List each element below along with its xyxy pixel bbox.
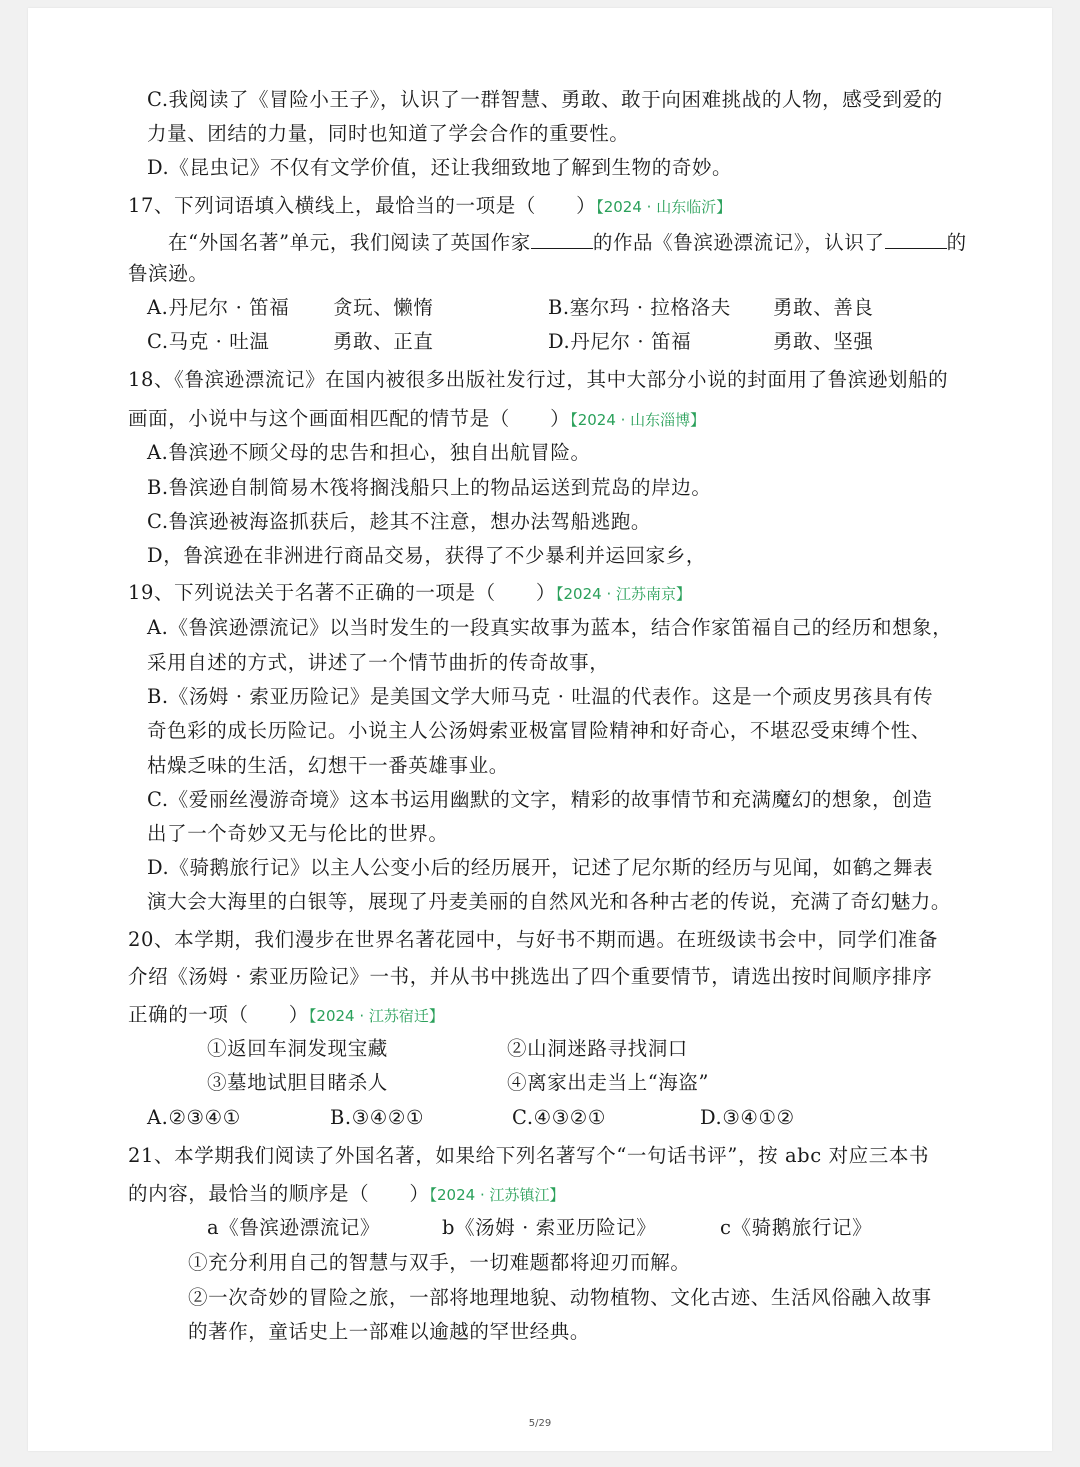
q16-option-c-line2: 力量、团结的力量，同时也知道了学会合作的重要性。	[147, 122, 630, 145]
q17-option-c-name: C.马克 · 吐温	[147, 330, 270, 353]
q21-book-b: b《汤姆 · 索亚历险记》	[442, 1216, 657, 1239]
q17-option-b-words: 勇敢、善良	[773, 296, 874, 319]
q21-review-2-line2: 的著作，童话史上一部难以逾越的罕世经典。	[188, 1320, 591, 1343]
q21-review-1: ①充分利用自己的智慧与双手，一切难题都将迎刃而解。	[188, 1251, 691, 1274]
q19-option-a-line1: A.《鲁滨逊漂流记》以当时发生的一段真实故事为蓝本，结合作家笛福自己的经历和想象，	[147, 616, 953, 639]
q18-option-b: B.鲁滨逊自制简易木筏将搁浅船只上的物品运送到荒岛的岸边。	[147, 476, 712, 499]
q19-option-d-line2: 演大会大海里的白银等，展现了丹麦美丽的自然风光和各种古老的传说，充满了奇幻魅力。	[147, 890, 952, 913]
q19-option-b-line2: 奇色彩的成长历险记。小说主人公汤姆索亚极富冒险精神和好奇心，不堪忍受束缚个性、	[147, 719, 931, 742]
q18-option-a: A.鲁滨逊不顾父母的忠告和担心，独自出航冒险。	[147, 441, 591, 464]
q20-option-b: B.③④②①	[330, 1106, 425, 1129]
fill-blank	[531, 228, 593, 249]
q18-option-c: C.鲁滨逊被海盗抓获后，趁其不注意，想办法驾船逃跑。	[147, 510, 652, 533]
q19-option-c-line2: 出了一个奇妙又无与伦比的世界。	[147, 822, 449, 845]
q17-option-a-words: 贪玩、懒惰	[333, 296, 434, 319]
q19-stem: 19、下列说法关于名著不正确的一项是（ ）【2024 · 江苏南京】	[128, 581, 691, 604]
q19-option-a-line2: 采用自述的方式，讲述了一个情节曲折的传奇故事，	[147, 651, 610, 674]
q17-passage: 在“外国名著”单元，我们阅读了英国作家 的作品《鲁滨逊漂流记》，认识了 的	[168, 228, 967, 255]
q19-option-b-line3: 枯燥乏味的生活，幻想干一番英雄事业。	[147, 754, 509, 777]
q17-passage-line2: 鲁滨逊。	[128, 262, 209, 285]
q18-option-d: D，鲁滨逊在非洲进行商品交易，获得了不少暴利并运回家乡，	[147, 544, 706, 567]
q20-stem-line1: 20、本学期，我们漫步在世界名著花园中，与好书不期而遇。在班级读书会中，同学们准备	[128, 928, 938, 951]
q21-book-c: c《骑鹅旅行记》	[720, 1216, 873, 1239]
q20-option-c: C.④③②①	[512, 1106, 606, 1129]
q17-source-tag: 【2024 · 山东临沂】	[596, 198, 732, 216]
q21-stem-line2: 的内容，最恰当的顺序是（ ）【2024 · 江苏镇江】	[128, 1182, 565, 1205]
q20-event-4: ④离家出走当上“海盗”	[507, 1071, 710, 1094]
q19-source-tag: 【2024 · 江苏南京】	[556, 585, 691, 603]
q20-option-a: A.②③④①	[147, 1106, 241, 1129]
q17-option-d-name: D.丹尼尔 · 笛福	[548, 330, 692, 353]
q17-option-b-name: B.塞尔玛 · 拉格洛夫	[548, 296, 731, 319]
q20-event-1: ①返回车洞发现宝藏	[207, 1037, 388, 1060]
q17-option-a-name: A.丹尼尔 · 笛福	[147, 296, 290, 319]
q18-source-tag: 【2024 · 山东淄博】	[570, 411, 706, 429]
q20-stem-line3: 正确的一项（ ）【2024 · 江苏宿迁】	[128, 1003, 444, 1026]
q18-stem-line1: 18、《鲁滨逊漂流记》在国内被很多出版社发行过，其中大部分小说的封面用了鲁滨逊划船的	[128, 368, 949, 391]
q20-event-3: ③墓地试胆目睹杀人	[207, 1071, 388, 1094]
q20-stem-line2: 介绍《汤姆 · 索亚历险记》一书，并从书中挑选出了四个重要情节，请选出按时间顺序排序	[128, 965, 933, 988]
q17-option-c-words: 勇敢、正直	[333, 330, 434, 353]
q17-option-d-words: 勇敢、坚强	[773, 330, 874, 353]
q21-book-a: a《鲁滨逊漂流记》	[207, 1216, 381, 1239]
q20-option-d: D.③④①②	[700, 1106, 795, 1129]
q20-event-2: ②山洞迷路寻找洞口	[507, 1037, 688, 1060]
q19-option-b-line1: B.《汤姆 · 索亚历险记》是美国文学大师马克 · 吐温的代表作。这是一个顽皮男孩具有传	[147, 685, 934, 708]
q19-option-c-line1: C.《爱丽丝漫游奇境》这本书运用幽默的文字，精彩的故事情节和充满魔幻的想象，创造	[147, 788, 933, 811]
q16-option-d: D.《昆虫记》不仅有文学价值，还让我细致地了解到生物的奇妙。	[147, 156, 733, 179]
q16-option-c-line1: C.我阅读了《冒险小王子》，认识了一群智慧、勇敢、敢于向困难挑战的人物，感受到爱的	[147, 88, 943, 111]
q20-source-tag: 【2024 · 江苏宿迁】	[308, 1007, 444, 1025]
q18-stem-line2: 画面，小说中与这个画面相匹配的情节是（ ）【2024 · 山东淄博】	[128, 407, 706, 430]
q19-option-d-line1: D.《骑鹅旅行记》以主人公变小后的经历展开，记述了尼尔斯的经历与见闻，如鹤之舞表	[147, 856, 934, 879]
q21-source-tag: 【2024 · 江苏镇江】	[429, 1186, 565, 1204]
page-number: 5/29	[528, 1418, 552, 1429]
q21-stem-line1: 21、本学期我们阅读了外国名著，如果给下列名著写个“一句话书评”，按 abc 对应三本书	[128, 1144, 930, 1167]
fill-blank	[885, 228, 947, 249]
q17-stem: 17、下列词语填入横线上，最恰当的一项是（ ）【2024 · 山东临沂】	[128, 194, 732, 217]
q21-review-2-line1: ②一次奇妙的冒险之旅，一部将地理地貌、动物植物、文化古迹、生活风俗融入故事	[188, 1286, 932, 1309]
